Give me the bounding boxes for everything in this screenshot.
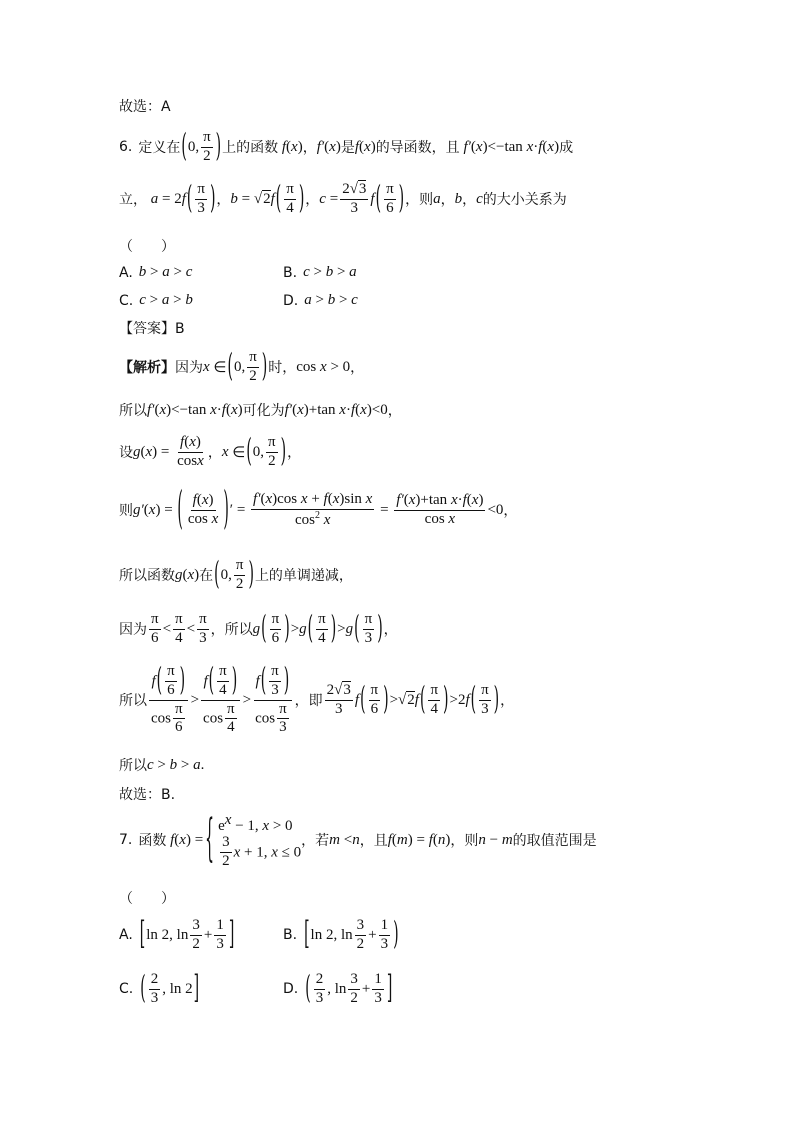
analysis-line1: 【解析】 因为 x ∈ ( 0, $\frac{\pi}{2}$ ) 时， cos x > 0 ， — [119, 348, 365, 386]
analysis-line3: 设 g ( x ) = $\frac{f(x)}{\cos x}$ ， x ∈ ( 0, $\frac{\pi}{2}$ ) ， — [119, 433, 302, 471]
analysis-line5: 所以函数 g ( x ) 在 ( 0, $\frac{\pi}{2}$ ) 上的单调递减， — [119, 556, 353, 594]
q6-blank: （ ） — [119, 239, 175, 255]
analysis-line8: 所以 c > b > a . — [119, 756, 205, 774]
q6-option-c: C. c > a > b — [119, 292, 193, 309]
q6-derivative-note: 是 — [340, 140, 355, 157]
q6-option-d: D. a > b > c — [283, 292, 358, 309]
q6-answer: 【答案】B — [119, 321, 185, 337]
q6-on-domain: 上的函数 — [222, 140, 279, 157]
q7-blank: （ ） — [119, 891, 175, 907]
q6-option-b: B. c > b > a — [283, 264, 357, 281]
q6-number: 6. — [119, 139, 133, 156]
q7-option-c: C. ( $\frac{2}{3}$ , ln 2 ] — [119, 970, 200, 1008]
analysis-line6: 因为 $\frac{\pi}{6}$ < $\frac{\pi}{4}$ < $\frac{\pi}{3}$ ， 所以 g ( $\frac{\pi}{6}$ ) > g ( $\frac{\pi}{4}$ ) > g ( $\frac{\pi}{3}$ ) ， — [119, 610, 398, 648]
q7-option-b: B. [ ln 2, ln $\frac{3}{2}$ + $\frac{1}{3}$ ) — [283, 916, 399, 954]
previous-answer: 故选：A — [119, 99, 171, 115]
q6-statement-line1: 6. 定义在 ( 0, $\frac{\pi}{2}$ ) 上的函数 f ( x ) ， f′ ( x ) 是 f ( x ) 的导函数，且 f′ ( x )<−tan x · f ( x ) 成 — [119, 128, 574, 166]
q6-intro: 定义在 — [138, 140, 181, 157]
q6-holds: 成 — [559, 140, 574, 157]
q6-option-a: A. b > a > c — [119, 264, 193, 281]
analysis-line2: 所以 f′ ( x )<−tan x · f ( x ) 可化为 f′ ( x )+tan x · f ( x )<0 ， — [119, 401, 402, 419]
q6-final-answer: 故选：B. — [119, 787, 176, 803]
analysis-line7: 所以 f( $\frac{\pi}{6}$ ) cos $\frac{\pi}{6}$ > f( $\frac{\pi}{4}$ ) cos $\frac{\pi}{4}$ > f( $\frac{\pi}{3}$ ) cos $\frac{\pi}{3}$ ， 即 $\frac{2√3}{3}$ f ( $\frac{\pi}{6}$ ) >√2 f ( $\frac{\pi}{4}$ ) >2 f ( $\frac{\pi}{3}$ ) ， — [119, 662, 515, 736]
q6-derivative-of: 的导函数，且 — [375, 140, 460, 157]
q7-option-d: D. ( $\frac{2}{3}$ , ln $\frac{3}{2}$ + $\frac{1}{3}$ ] — [283, 970, 393, 1008]
analysis-line4: 则 g′ ( x ) = ( $\frac{f(x)}{\text{cos x}}$ ) ′ = $\frac{\text{f′(x)cos x + f(x)sin x}}{\cos^2 x}$ = $\frac{\text{f′(x)+tan x·f(x)}}{\text{cos x}}$ <0 ， — [119, 484, 518, 536]
q7-option-a: A. [ ln 2, ln $\frac{3}{2}$ + $\frac{1}{3}$ ] — [119, 916, 235, 954]
q6-statement-line2: 立， a = 2 f ( $\frac{\pi}{3}$ ) ， b = √2 f ( $\frac{\pi}{4}$ ) ， c = $\frac{2√3}{3}$ f ( $\frac{\pi}{6}$ ) ，则 a ， b ， c 的大小关系为 — [119, 180, 567, 218]
q7-statement: 7. 函数 f ( x ) = { $e^x - 1$, x > 0 $\frac{3}{2}$ x + 1, x ≤ 0 ， 若 m < n ， 且 f ( m ) = f ( n ) ， 则 n − m 的取值范围是 — [119, 811, 597, 869]
